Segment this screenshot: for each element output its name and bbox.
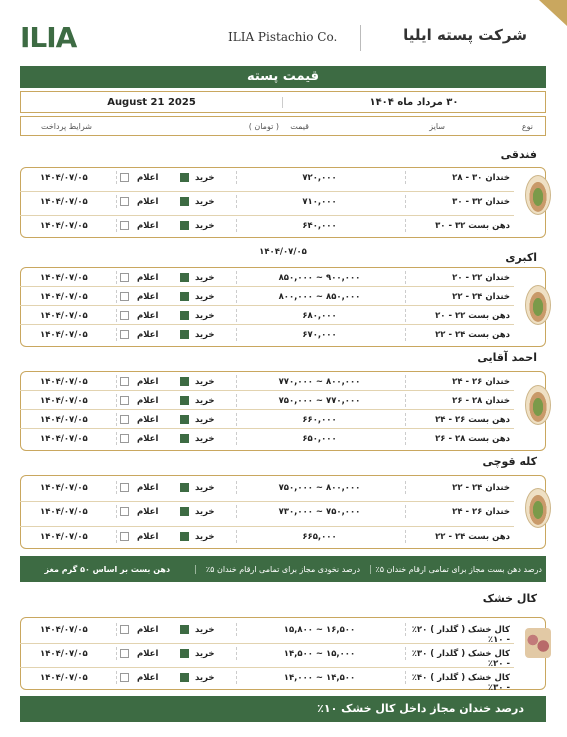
alert-label: اعلام [137, 221, 159, 231]
pistachio-image [525, 488, 551, 528]
col-size: سایز [429, 122, 445, 131]
price-value: ۸۵۰,۰۰۰ ~ ۹۰۰,۰۰۰ [278, 273, 361, 283]
price-value: ۶۶۰,۰۰۰ [302, 415, 337, 425]
price-row [20, 644, 514, 669]
buy-label: خرید [195, 532, 215, 542]
cell-divider [405, 271, 406, 284]
cell-divider [405, 671, 406, 684]
cell-divider [116, 394, 117, 407]
buy-checkbox[interactable] [180, 377, 189, 386]
payment-date: ۱۴۰۴/۰۷/۰۵ [40, 292, 88, 302]
alert-checkbox[interactable] [120, 377, 129, 386]
alert-label: اعلام [137, 377, 159, 387]
buy-label: خرید [195, 292, 215, 302]
price-value: ۷۷۰,۰۰۰ ~ ۸۰۰,۰۰۰ [278, 377, 361, 387]
size-label: خندان ۲۸ - ۲۶ [452, 396, 510, 406]
alert-label: اعلام [137, 532, 159, 542]
page-title: قیمت پسته [20, 66, 546, 88]
cell-divider [116, 219, 117, 232]
alert-checkbox[interactable] [120, 221, 129, 230]
cell-divider [236, 530, 237, 543]
cell-divider [405, 481, 406, 494]
alert-label: اعلام [137, 273, 159, 283]
size-label: خندان ۳۲ - ۳۰ [452, 197, 510, 207]
pistachio-image [525, 385, 551, 425]
cell-divider [236, 647, 237, 660]
section-title: کله قوچی [482, 455, 537, 468]
cell-divider [236, 671, 237, 684]
alert-label: اعلام [137, 311, 159, 321]
buy-label: خرید [195, 330, 215, 340]
price-value: ۶۴۰,۰۰۰ [302, 221, 337, 231]
alert-checkbox[interactable] [120, 507, 129, 516]
cell-divider [405, 647, 406, 660]
buy-checkbox[interactable] [180, 532, 189, 541]
header-divider [360, 25, 361, 51]
cell-divider [405, 290, 406, 303]
price-value: ۱۴,۵۰۰ ~ ۱۵,۰۰۰ [283, 649, 356, 659]
price-value: ۷۳۰,۰۰۰ ~ ۷۵۰,۰۰۰ [278, 507, 361, 517]
cell-divider [116, 195, 117, 208]
cell-divider [236, 195, 237, 208]
cell-divider [116, 481, 117, 494]
payment-date: ۱۴۰۴/۰۷/۰۵ [40, 532, 88, 542]
cell-divider [116, 623, 117, 636]
buy-label: خرید [195, 415, 215, 425]
size-label: دهن بست ۲۶ - ۲۴ [435, 415, 510, 425]
buy-label: خرید [195, 673, 215, 683]
size-label: کال خشک ( گلدار ) ۳۰٪ - ۲۰٪ [411, 649, 510, 669]
cell-divider [405, 530, 406, 543]
col-price: قیمت [290, 122, 309, 131]
payment-date: ۱۴۰۴/۰۷/۰۵ [40, 625, 88, 635]
date-gregorian: August 21 2025 [21, 97, 283, 108]
cell-divider [405, 375, 406, 388]
size-label: خندان ۲۴ - ۲۲ [452, 483, 510, 493]
alert-label: اعلام [137, 415, 159, 425]
buy-checkbox[interactable] [180, 396, 189, 405]
payment-date: ۱۴۰۴/۰۷/۰۵ [40, 221, 88, 231]
section-title: اکبری [505, 251, 537, 264]
payment-date: ۱۴۰۴/۰۷/۰۵ [40, 507, 88, 517]
alert-label: اعلام [137, 173, 159, 183]
price-row [20, 391, 514, 411]
cell-divider [236, 481, 237, 494]
buy-label: خرید [195, 311, 215, 321]
cell-divider [116, 505, 117, 518]
buy-checkbox[interactable] [180, 197, 189, 206]
cell-divider [116, 530, 117, 543]
size-label: دهن بست ۲۸ - ۲۶ [435, 434, 510, 444]
alert-label: اعلام [137, 292, 159, 302]
cell-divider [236, 271, 237, 284]
size-label: خندان ۲۲ - ۲۰ [452, 273, 510, 283]
buy-label: خرید [195, 434, 215, 444]
cell-divider [405, 195, 406, 208]
buy-checkbox[interactable] [180, 434, 189, 443]
cell-divider [116, 432, 117, 445]
cell-divider [116, 309, 117, 322]
price-row [20, 325, 514, 345]
section-title: کال خشک [482, 592, 537, 605]
cell-divider [236, 328, 237, 341]
alert-checkbox[interactable] [120, 673, 129, 682]
payment-date: ۱۴۰۴/۰۷/۰۵ [40, 197, 88, 207]
corner-accent [539, 0, 567, 26]
logo [20, 22, 76, 52]
size-label: دهن بست ۳۲ - ۳۰ [435, 221, 510, 231]
pistachio-image [525, 285, 551, 325]
price-row [20, 306, 514, 326]
payment-date: ۱۴۰۴/۰۷/۰۵ [40, 330, 88, 340]
buy-label: خرید [195, 197, 215, 207]
date-bar [20, 91, 546, 113]
alert-label: اعلام [137, 396, 159, 406]
size-label: خندان ۳۰ - ۲۸ [452, 173, 510, 183]
cell-divider [236, 375, 237, 388]
payment-date: ۱۴۰۴/۰۷/۰۵ [40, 649, 88, 659]
alert-checkbox[interactable] [120, 625, 129, 634]
buy-label: خرید [195, 507, 215, 517]
buy-label: خرید [195, 649, 215, 659]
cell-divider [405, 394, 406, 407]
alert-checkbox[interactable] [120, 396, 129, 405]
cell-divider [236, 309, 237, 322]
buy-checkbox[interactable] [180, 221, 189, 230]
price-row [20, 410, 514, 430]
alert-checkbox[interactable] [120, 311, 129, 320]
brand-name-fa: شرکت پسته ایلیا [403, 26, 527, 44]
alert-checkbox[interactable] [120, 434, 129, 443]
date-persian: ۳۰ مرداد ماه ۱۴۰۴ [369, 96, 459, 108]
buy-label: خرید [195, 273, 215, 283]
size-label: دهن بست ۲۴ - ۲۲ [435, 330, 510, 340]
price-row [20, 216, 514, 236]
price-value: ۶۷۰,۰۰۰ [302, 330, 337, 340]
cell-divider [405, 219, 406, 232]
payment-date: ۱۴۰۴/۰۷/۰۵ [40, 415, 88, 425]
alert-label: اعلام [137, 507, 159, 517]
buy-label: خرید [195, 221, 215, 231]
buy-checkbox[interactable] [180, 311, 189, 320]
section-title: احمد آقایی [477, 351, 537, 364]
column-headers [20, 116, 546, 136]
cell-divider [236, 413, 237, 426]
kal-pistachio-image [525, 628, 551, 658]
alert-label: اعلام [137, 330, 159, 340]
alert-label: اعلام [137, 649, 159, 659]
buy-checkbox[interactable] [180, 330, 189, 339]
cell-divider [116, 271, 117, 284]
cell-divider [116, 375, 117, 388]
buy-label: خرید [195, 396, 215, 406]
alert-label: اعلام [137, 673, 159, 683]
buy-checkbox[interactable] [180, 292, 189, 301]
alert-checkbox[interactable] [120, 649, 129, 658]
payment-date: ۱۴۰۴/۰۷/۰۵ [40, 311, 88, 321]
price-value: ۶۶۵,۰۰۰ [302, 532, 337, 542]
price-value: ۸۰۰,۰۰۰ ~ ۸۵۰,۰۰۰ [278, 292, 361, 302]
price-row [20, 192, 514, 212]
price-value: ۱۴,۰۰۰ ~ ۱۴,۵۰۰ [283, 673, 356, 683]
cell-divider [236, 505, 237, 518]
note-3: دهن بست بر اساس ۵۰ گرم مغز [44, 564, 171, 574]
payment-date: ۱۴۰۴/۰۷/۰۵ [40, 396, 88, 406]
buy-checkbox[interactable] [180, 483, 189, 492]
payment-date: ۱۴۰۴/۰۷/۰۵ [40, 273, 88, 283]
pistachio-image [525, 175, 551, 215]
cell-divider [116, 171, 117, 184]
cell-divider [116, 671, 117, 684]
price-row [20, 168, 514, 188]
buy-label: خرید [195, 483, 215, 493]
cell-divider [236, 394, 237, 407]
price-row [20, 620, 514, 645]
cell-divider [405, 309, 406, 322]
alert-label: اعلام [137, 197, 159, 207]
price-row [20, 668, 514, 693]
size-label: دهن بست ۲۴ - ۲۲ [435, 532, 510, 542]
cell-divider [116, 328, 117, 341]
payment-date: ۱۴۰۴/۰۷/۰۵ [40, 434, 88, 444]
cell-divider [236, 290, 237, 303]
price-row [20, 478, 514, 498]
brand-name-en: ILIA Pistachio Co. [228, 30, 338, 44]
cell-divider [405, 623, 406, 636]
price-value: ۷۵۰,۰۰۰ ~ ۷۷۰,۰۰۰ [278, 396, 361, 406]
section-title: فندقی [500, 148, 537, 161]
buy-label: خرید [195, 625, 215, 635]
price-row [20, 429, 514, 449]
cell-divider [236, 623, 237, 636]
price-row [20, 527, 514, 547]
alert-checkbox[interactable] [120, 330, 129, 339]
cell-divider [236, 171, 237, 184]
cell-divider [405, 328, 406, 341]
buy-checkbox[interactable] [180, 415, 189, 424]
buy-checkbox[interactable] [180, 673, 189, 682]
price-row [20, 502, 514, 522]
date-note: ۱۴۰۴/۰۷/۰۵ [259, 247, 307, 257]
logo-text: ILIA [20, 20, 77, 54]
alert-checkbox[interactable] [120, 532, 129, 541]
alert-checkbox[interactable] [120, 197, 129, 206]
size-label: خندان ۲۶ - ۲۴ [452, 377, 510, 387]
size-label: کال خشک ( گلدار ) ۴۰٪ - ۳۰٪ [411, 673, 510, 693]
buy-label: خرید [195, 173, 215, 183]
col-type: نوع [521, 122, 533, 131]
buy-checkbox[interactable] [180, 649, 189, 658]
cell-divider [116, 290, 117, 303]
buy-label: خرید [195, 377, 215, 387]
cell-divider [405, 171, 406, 184]
payment-date: ۱۴۰۴/۰۷/۰۵ [40, 377, 88, 387]
buy-checkbox[interactable] [180, 507, 189, 516]
note-1: درصد دهن بست مجاز برای تمامی ارقام خندان ۵٪ [370, 565, 546, 574]
price-row [20, 372, 514, 392]
alert-checkbox[interactable] [120, 483, 129, 492]
price-row [20, 287, 514, 307]
size-label: دهن بست ۲۲ - ۲۰ [435, 311, 510, 321]
alert-checkbox[interactable] [120, 292, 129, 301]
payment-date: ۱۴۰۴/۰۷/۰۵ [40, 673, 88, 683]
cell-divider [405, 413, 406, 426]
note-2: درصد نخودی مجاز برای تمامی ارقام خندان ۵٪ [195, 565, 371, 574]
notes-bar [20, 556, 546, 582]
price-value: ۷۲۰,۰۰۰ [302, 173, 337, 183]
buy-checkbox[interactable] [180, 625, 189, 634]
price-value: ۱۵,۸۰۰ ~ ۱۶,۵۰۰ [283, 625, 356, 635]
payment-date: ۱۴۰۴/۰۷/۰۵ [40, 173, 88, 183]
cell-divider [116, 647, 117, 660]
alert-checkbox[interactable] [120, 415, 129, 424]
price-row [20, 268, 514, 288]
alert-label: اعلام [137, 434, 159, 444]
size-label: خندان ۲۴ - ۲۲ [452, 292, 510, 302]
alert-label: اعلام [137, 483, 159, 493]
cell-divider [116, 413, 117, 426]
size-label: خندان ۲۶ - ۲۴ [452, 507, 510, 517]
price-value: ۷۱۰,۰۰۰ [302, 197, 337, 207]
price-value: ۶۸۰,۰۰۰ [302, 311, 337, 321]
alert-checkbox[interactable] [120, 273, 129, 282]
col-payment: شرایط پرداخت [41, 122, 92, 131]
cell-divider [236, 432, 237, 445]
payment-date: ۱۴۰۴/۰۷/۰۵ [40, 483, 88, 493]
size-label: کال خشک ( گلدار ) ۲۰٪ - ۱۰٪ [411, 625, 510, 645]
price-value: ۶۵۰,۰۰۰ [302, 434, 337, 444]
col-unit: ( تومان ) [248, 122, 279, 131]
alert-checkbox[interactable] [120, 173, 129, 182]
buy-checkbox[interactable] [180, 173, 189, 182]
footer-note: درصد خندان مجاز داخل کال خشک ۱۰٪ [20, 696, 546, 722]
cell-divider [405, 432, 406, 445]
price-value: ۷۵۰,۰۰۰ ~ ۸۰۰,۰۰۰ [278, 483, 361, 493]
cell-divider [405, 505, 406, 518]
alert-label: اعلام [137, 625, 159, 635]
cell-divider [236, 219, 237, 232]
buy-checkbox[interactable] [180, 273, 189, 282]
